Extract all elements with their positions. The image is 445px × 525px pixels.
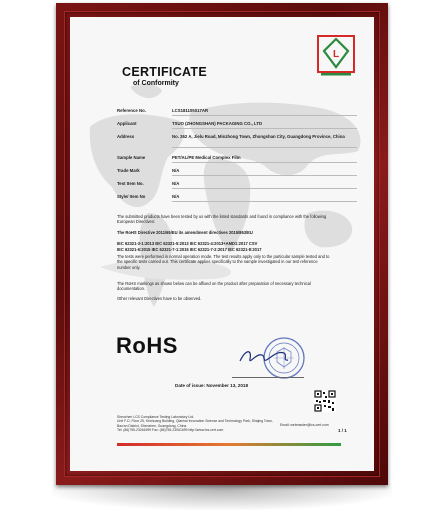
field-label: Applicant xyxy=(117,121,137,126)
field-underline xyxy=(172,201,357,202)
footer-line: Tel: (86)755-23061699 Fax: (86)755-23061699 http://www.lcs-cert.com xyxy=(117,428,224,433)
field-test-item xyxy=(117,181,367,194)
signature xyxy=(236,343,292,369)
field-value: PET/AL/PE Medical Complex Film xyxy=(172,155,241,160)
field-underline xyxy=(172,115,357,116)
intro-text: The submitted products have been tested by us with the listed standards and found in compliance with the following European Directives: xyxy=(117,214,327,225)
field-style-item xyxy=(117,194,367,207)
footer-color-bar xyxy=(117,443,341,446)
footer-line: Unit F-D, Floor 25, Kechuang Building, Qianhai Innovation Science and Technology Park, Shajing Town, xyxy=(117,419,273,424)
field-underline xyxy=(172,147,357,148)
field-label: Test Item No. xyxy=(117,181,144,186)
field-value: N/A xyxy=(172,181,180,186)
standard-line-2: IEC 62321-6:2015 IEC 62321-7-1:2015 IEC 62321-7-2:2017 IEC 62321-8:2017 xyxy=(117,247,262,252)
certificate-title: CERTIFICATE xyxy=(122,65,208,79)
signature-line xyxy=(232,377,304,378)
wooden-frame xyxy=(56,3,388,485)
certificate-subtitle: of Conformity xyxy=(133,80,179,87)
directive-text: The RoHS Directive 2011/65/EU its amendment directives 2015/863/EU xyxy=(117,230,253,235)
field-reference xyxy=(117,108,367,121)
qr-code-icon xyxy=(314,390,336,412)
field-label: Trade Mark xyxy=(117,168,140,173)
tests-note: The tests were performed in normal operation mode. The test results apply only to the particular sample tested and to the specific tests carried out. This certificate applies specifically to the sample investigated in our test reference number only. xyxy=(117,254,330,270)
field-underline xyxy=(172,188,357,189)
certificate-paper xyxy=(70,17,374,471)
field-underline xyxy=(172,162,357,163)
svg-text:L: L xyxy=(332,49,340,60)
marking-note: The RoHS markings as shown below can be affixed on the product after preparation of necessary technical documentation. xyxy=(117,281,311,292)
field-value: N/A xyxy=(172,168,180,173)
field-value: LCS181105017AR xyxy=(172,108,209,113)
footer-line: Bao'an District, Shenzhen, Guangdong, China xyxy=(117,423,187,428)
certificate-fields xyxy=(117,108,367,207)
standard-line-1: IEC 62321-3-1:2013 IEC 62321-5:2013 IEC 62321-4:2013+AMD1:2017 CSV xyxy=(117,241,258,246)
footer-email: Email: webmaster@lcs-cert.com xyxy=(280,423,329,427)
other-directives-note: Other relevant Directives have to be observed. xyxy=(117,296,202,301)
field-label: Style/ Item No xyxy=(117,194,146,199)
field-sample-name xyxy=(117,155,367,168)
field-applicant xyxy=(117,121,367,134)
field-address xyxy=(117,134,367,155)
rohs-mark: RoHS xyxy=(116,333,178,358)
field-underline xyxy=(172,128,357,129)
field-value: N/A xyxy=(172,194,180,199)
field-label: Reference No. xyxy=(117,108,146,113)
issue-date: Date of issue: November 13, 2018 xyxy=(175,383,249,388)
field-label: Address xyxy=(117,134,135,139)
page-number: 1 / 1 xyxy=(338,428,347,433)
field-label: Sample Name xyxy=(117,155,146,160)
field-trade-mark xyxy=(117,168,367,181)
lcs-logo xyxy=(315,33,357,79)
field-underline xyxy=(172,175,357,176)
field-value: TSUO (ZHONGSHAN) PACKAGING CO., LTD xyxy=(172,121,263,126)
footer-line: Shenzhen LCS Compliance Testing Laboratory Ltd. xyxy=(117,415,195,419)
field-value: No. 262 A, Jielu Road, Minzhong Town, Zhongshan City, Guangdong Province, China xyxy=(172,134,345,139)
